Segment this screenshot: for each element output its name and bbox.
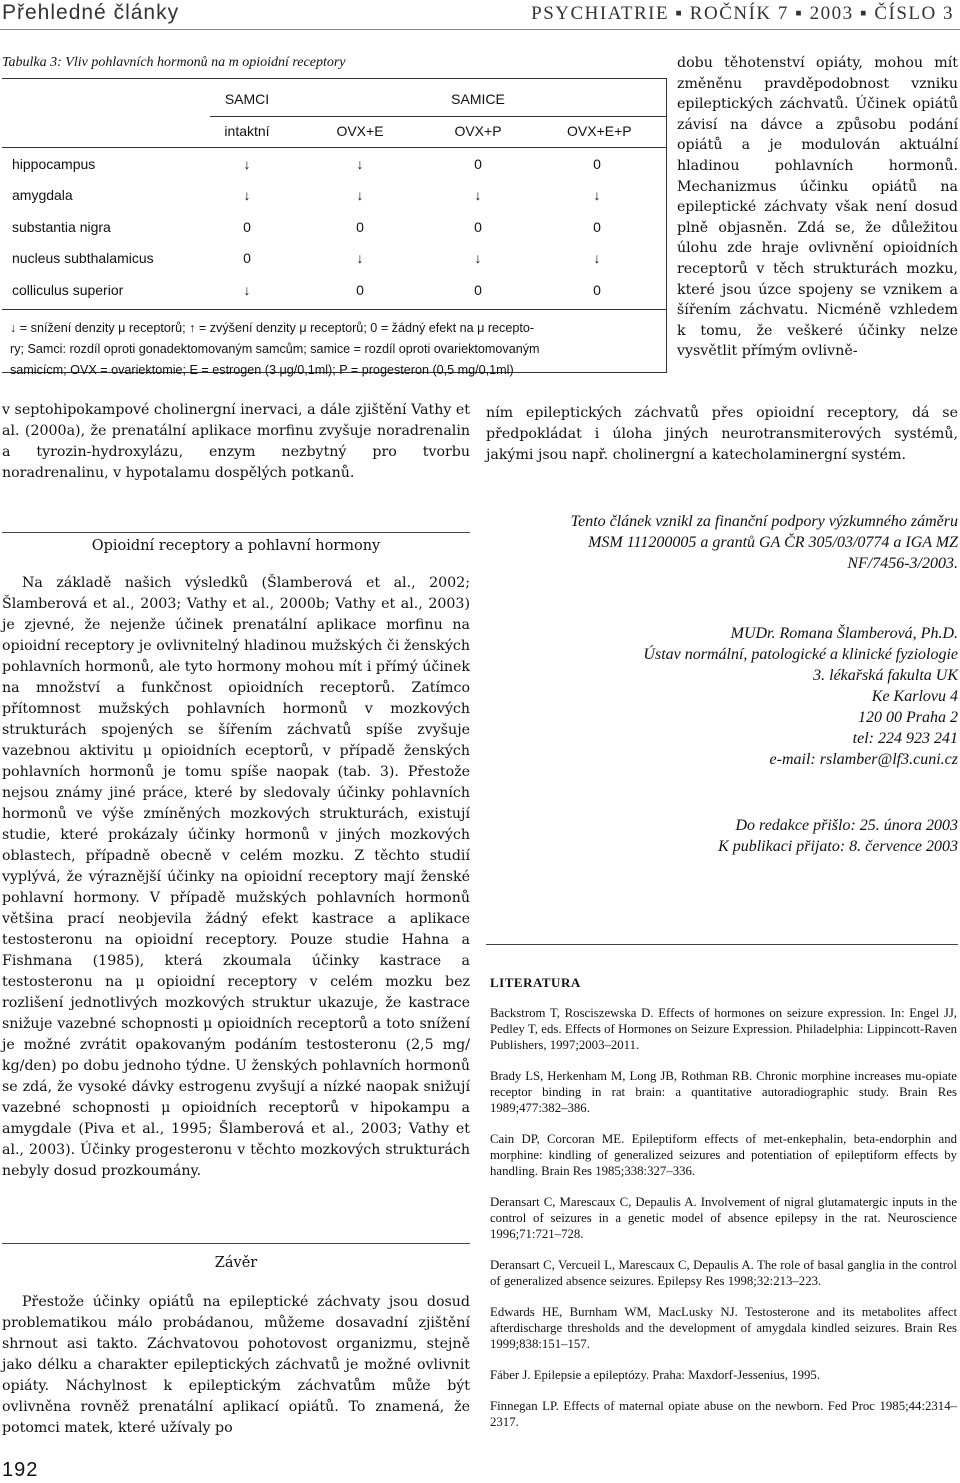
table-cell: 0 (243, 250, 251, 266)
reference-item: Backstrom T, Rosciszewska D. Effects of hormones on seizure expression. In: Engel JJ, Pedley T, eds. Effects of Hormones on Seizure Expression. Philadelphia: Lippincott-Raven Publishers, 1997;2003–2011. (490, 1006, 957, 1052)
row-label: hippocampus (12, 156, 96, 172)
paragraph: Přestože účinky opiátů na epileptické záchvaty jsou dosud problematikou málo probádanou, můžeme dosavadní zjištění shrnout asi takto. Záchvatovou pohotovost organizmu, stejně jako délku a charakter epileptických záchvatů je možné ovlivnit opiáty. Náchylnost k epileptickým záchvatům může být ovlivněna rovněž prenatální aplikací opiátů. To znamená, že potomci matek, které užívaly po (2, 1294, 470, 1436)
address-line: Ke Karlovu 4 (871, 688, 958, 705)
table-cell: 0 (243, 219, 251, 235)
address-line: tel: 224 923 241 (852, 730, 958, 747)
author-name: MUDr. Romana Šlamberová, Ph.D. (730, 625, 958, 642)
section-rule (2, 1243, 470, 1244)
paragraph: Na základě našich výsledků (Šlamberová et al., 2002; Šlamberová et al., 2003; Vathy et al., 2000b; Vathy et al., 2003) je zjevné, že nejenže účinek prenatální aplikace morfinu na opioidní receptory je ovlivnitelný hladinou mužských či ženských pohlavních hormonů, ale tyto hormony mohou mít i přímý účinek na množství a funkčnost opioidních receptorů. Zatímco přítomnost mužských pohlavních hormonů v mozkových strukturách spojených se šířením záchvatů spíše zvyšuje vazebnou aktivitu μ opioidních eceptorů, v případě ženských pohlavních hormonů je tomu spíše naopak (tab. 3). Přestože nejsou známy jiné práce, které by sledovaly účinky pohlavních hormonů ve výše zmíněných mozkových strukturách, existují studie, které prokázaly účinky hormonů v jiných mozkových oblastech, případně obecně v celém mozku. Z těchto studií vyplývá, že výraznější účinky na opioidní receptory mají ženské pohlavní hormony. V případě mužských pohlavních hormonů většina prací neobjevila žádný efekt kastrace a aplikace testosteronu na opioidní receptory. Pouze studie Hahna a Fishmana (1985), která zkoumala účinky kastrace a testosteronu na μ opioidní receptory v celém mozku bez rozlišení jednotlivých mozkových struktur ukazuje, že kastrace snižuje vazebné schopnosti μ opioidních receptorů a toto snížení je možné zvrátit opakovaným podáním testosteronu (2,5 mg/ kg/den) po dobu jednoho týdne. U ženských pohlavních hormonů se zdá, že vysoké dávky estrogenu zvyšují a nízké naopak snižují vazebné schopnosti μ opioidních receptorů v hipokampu a amygdale (Piva et al., 1995; Šlamberová et al., 2003; Vathy et al., 2003). Účinky progesteronu v těchto mozkových strukturách nebyly dosud prozkoumány. (2, 575, 470, 1179)
paragraph: ním epileptických záchvatů přes opioidní receptory, dá se předpokládat i úloha jiných neurotransmiterových systémů, jakými jsou např. cholinergní a katecholaminergní systém. (486, 405, 958, 463)
reference-item: Deransart C, Marescaux C, Depaulis A. Involvement of nigral glutamatergic inputs in the control of seizures in a genetic model of absence epilepsy in the rat. Neuroscience 1996;71:721–728. (490, 1195, 957, 1241)
table-legend (10, 318, 650, 381)
reference-item: Deransart C, Vercueil L, Marescaux C, Depaulis A. The role of basal ganglia in the control of generalized absence seizures. Epilepsy Res 1998;32:213–223. (490, 1258, 957, 1288)
col-header: OVX+E+P (567, 123, 632, 139)
reference-item: Brady LS, Herkenham M, Long JB, Rothman RB. Chronic morphine increases mu-opiate receptor binding in rat brain: a quantitative autoradiographic study. Brain Res 1989;477:382–386. (490, 1069, 957, 1115)
table-cell: ↓ (474, 250, 482, 266)
table-cell: 0 (593, 219, 601, 235)
author-address (486, 623, 958, 770)
legend-line: ry; Samci: rozdíl oproti gonadektomovaným samcům; samice = rozdíl oproti ovariektomovaným (10, 342, 540, 356)
right-column-text (677, 53, 958, 362)
legend-line: samicícm; OVX = ovariektomie; E = estrogen (3 μg/0,1ml); P = progesteron (0,5 mg/0,1ml) (10, 363, 514, 377)
right-column-text-wide (486, 403, 958, 466)
table-rule (2, 309, 666, 310)
row-label: nucleus subthalamicus (12, 250, 154, 266)
page-number: 192 (2, 1459, 39, 1481)
table-row (2, 211, 666, 243)
table-cell: 0 (593, 282, 601, 298)
table-caption (2, 55, 346, 71)
reference-item: Edwards HE, Burnham WM, MacLusky NJ. Testosterone and its metabolites affect afterdischarge thresholds and the development of amygdala kindled seizures. Brain Res 1999;838:151–157. (490, 1305, 957, 1351)
literature-rule (486, 944, 958, 945)
address-line: 3. lékařská fakulta UK (813, 667, 958, 684)
table-row (2, 148, 666, 180)
table-caption-title: Vliv pohlavních hormonů na m opioidní receptory (65, 55, 346, 70)
reference-item: Cain DP, Corcoran ME. Epileptiform effects of met-enkephalin, beta-endorphin and morphine: kindling of generalized seizures and potentiation of epileptiform effects by handling. Brain Res 1985;338:327–336. (490, 1132, 957, 1178)
left-column-intro (2, 400, 470, 484)
section-rule (2, 532, 470, 533)
table-cell: 0 (474, 219, 482, 235)
table-cell: ↓ (243, 282, 251, 298)
row-label: amygdala (12, 187, 73, 203)
left-column-section2 (2, 1292, 470, 1439)
section-heading: Opioidní receptory a pohlavní hormony (91, 538, 381, 554)
row-label: substantia nigra (12, 219, 111, 235)
paragraph: dobu těhotenství opiáty, mohou mít změněnu pravděpodobnost vzniku epileptických záchvatů. Účinek opiátů závisí na dávce a způsobu podání opiátů a je modulován aktuální hladinou pohlavních hormonů. Mechanizmus účinku opiátů na epileptické záchvaty však není dosud plně objasněn. Zdá se, že důležitou úlohu zde hraje ovlivnění opioidních receptorů v těch strukturách mozku, které jsou úzce spojeny se vznikem a šířením záchvatu. Nicméně vzhledem k tomu, že veškeré účinky nelze vysvětlit přímým ovlivně- (677, 55, 958, 360)
table-row (2, 274, 666, 306)
col-header: OVX+E (336, 123, 384, 139)
group-header-samci: SAMCI (224, 91, 270, 107)
reference-item: Fáber J. Epilepsie a epileptózy. Praha: Maxdorf-Jessenius, 1995. (490, 1368, 821, 1382)
table-cell: 0 (593, 156, 601, 172)
reference-list (490, 1005, 957, 1445)
ack-line: Tento článek vznikl za finanční podpory výzkumného záměru (570, 513, 958, 530)
group-header-samice: SAMICE (451, 91, 505, 107)
table-cell: ↓ (593, 250, 601, 266)
acknowledgement (486, 511, 958, 574)
table-cell: 0 (356, 219, 364, 235)
table-cell: ↓ (243, 156, 251, 172)
email-address: e-mail: rslamber@lf3.cuni.cz (769, 751, 958, 768)
journal-header: PSYCHIATRIE ▪ ROČNÍK 7 ▪ 2003 ▪ ČÍSLO 3 (531, 3, 954, 24)
table-row (2, 242, 666, 274)
table-cell: 0 (356, 282, 364, 298)
table-cell: ↓ (356, 187, 364, 203)
table-cell: ↓ (356, 250, 364, 266)
table-cell: 0 (474, 282, 482, 298)
section-heading: Závěr (214, 1255, 258, 1271)
table-cell: ↓ (356, 156, 364, 172)
paragraph: v septohipokampové cholinergní inervaci, a dále zjištění Vathy et al. (2000a), že prenatální aplikace morfinu zvyšuje noradrenalin a tyrozin-hydroxylázu, enzym nezbytný pro tvorbu noradrenalinu, v hypotalamu dospělých potkanů. (2, 402, 470, 481)
reference-item: Finnegan LP. Effects of maternal opiate abuse on the newborn. Fed Proc 1985;44:2314–2317. (490, 1399, 957, 1429)
submission-dates (486, 815, 958, 857)
table-cell: 0 (474, 156, 482, 172)
ack-line: MSM 111200005 a grantů GA ČR 305/03/0774 a IGA MZ (588, 534, 958, 551)
section-label: Přehledné články (2, 1, 180, 24)
table-group-header-row (2, 83, 666, 115)
header-divider (0, 29, 960, 30)
table-cell: ↓ (593, 187, 601, 203)
legend-line: ↓ = snížení denzity μ receptorů; ↑ = zvýšení denzity μ receptorů; 0 = žádný efekt na μ recepto- (10, 321, 535, 335)
table-cell: ↓ (243, 187, 251, 203)
table-row (2, 179, 666, 211)
col-header: intaktní (224, 123, 270, 139)
ack-line: NF/7456-3/2003. (847, 555, 958, 572)
address-line: Ústav normální, patologické a klinické fyziologie (643, 646, 958, 663)
table-cell: ↓ (474, 187, 482, 203)
table-caption-label: Tabulka 3: (2, 55, 62, 70)
address-line: 120 00 Praha 2 (858, 709, 958, 726)
left-column-section1 (2, 573, 470, 1182)
col-header: OVX+P (454, 123, 502, 139)
date-line: Do redakce přišlo: 25. února 2003 (735, 817, 958, 834)
table-col-header-row (2, 115, 666, 147)
date-line: K publikaci přijato: 8. července 2003 (718, 838, 958, 855)
row-label: colliculus superior (12, 282, 124, 298)
literature-heading: LITERATURA (490, 975, 581, 990)
